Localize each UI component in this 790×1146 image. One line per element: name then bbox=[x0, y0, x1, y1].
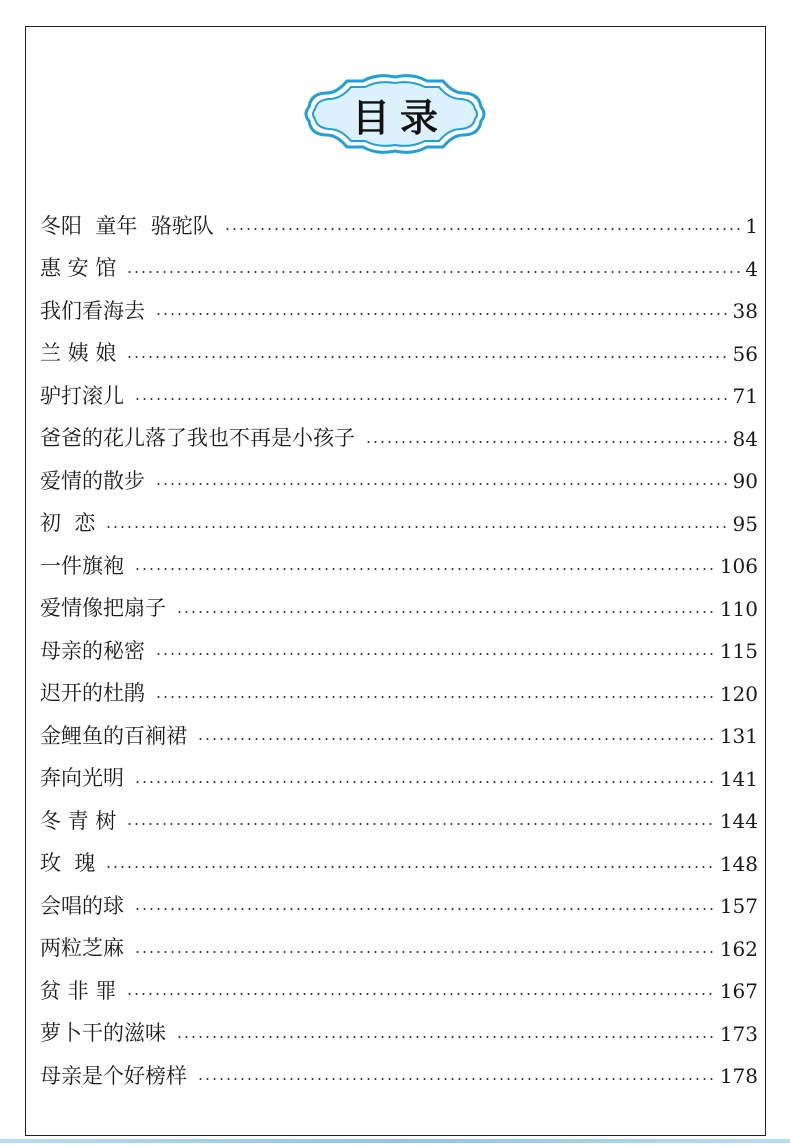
toc-entry[interactable] bbox=[40, 885, 758, 928]
toc-entry[interactable] bbox=[40, 418, 758, 461]
toc-entry-title: 兰 姨 娘 bbox=[40, 341, 117, 366]
leader-dots bbox=[176, 1036, 716, 1038]
leader-dots bbox=[126, 823, 715, 825]
table-of-contents bbox=[40, 205, 758, 1098]
toc-entry-page: 173 bbox=[719, 1021, 758, 1046]
toc-entry-page: 71 bbox=[732, 384, 758, 409]
toc-entry-page: 90 bbox=[732, 469, 758, 494]
toc-entry-title: 会唱的球 bbox=[40, 893, 124, 918]
toc-entry-page: 95 bbox=[732, 511, 758, 536]
leader-dots bbox=[224, 228, 742, 230]
leader-dots bbox=[126, 356, 728, 358]
toc-entry-title: 玫 瑰 bbox=[40, 851, 96, 876]
toc-entry-title: 初 恋 bbox=[40, 511, 96, 536]
leader-dots bbox=[105, 866, 715, 868]
toc-entry[interactable] bbox=[40, 248, 758, 291]
bottom-decorative-stripe bbox=[0, 1139, 790, 1143]
toc-entry-page: 131 bbox=[719, 724, 758, 749]
toc-entry[interactable] bbox=[40, 970, 758, 1013]
toc-entry-page: 38 bbox=[732, 299, 758, 324]
toc-entry-page: 106 bbox=[719, 554, 758, 579]
page-title: 目录 bbox=[351, 95, 448, 140]
leader-dots bbox=[134, 398, 729, 400]
toc-entry-title: 爱情的散步 bbox=[40, 468, 145, 493]
toc-entry-page: 56 bbox=[732, 341, 758, 366]
toc-entry-title: 一件旗袍 bbox=[40, 553, 124, 578]
toc-entry-title: 我们看海去 bbox=[40, 298, 145, 323]
toc-entry-title: 惠 安 馆 bbox=[40, 256, 117, 281]
toc-entry-title: 爸爸的花儿落了我也不再是小孩子 bbox=[40, 426, 355, 451]
toc-entry-page: 1 bbox=[745, 214, 758, 239]
toc-entry-title: 母亲是个好榜样 bbox=[40, 1063, 187, 1088]
book-page bbox=[25, 26, 766, 1136]
toc-entry[interactable] bbox=[40, 205, 758, 248]
toc-entry-page: 4 bbox=[745, 256, 758, 281]
toc-entry-title: 金鲤鱼的百裥裙 bbox=[40, 723, 187, 748]
toc-entry[interactable] bbox=[40, 290, 758, 333]
leader-dots bbox=[126, 271, 741, 273]
leader-dots bbox=[176, 611, 716, 613]
leader-dots bbox=[197, 738, 716, 740]
toc-entry-page: 178 bbox=[719, 1064, 758, 1089]
toc-entry-title: 贫 非 罪 bbox=[40, 978, 117, 1003]
toc-entry-title: 两粒芝麻 bbox=[40, 936, 124, 961]
leader-dots bbox=[134, 781, 716, 783]
toc-entry[interactable] bbox=[40, 800, 758, 843]
leader-dots bbox=[155, 653, 716, 655]
toc-entry-title: 冬 青 树 bbox=[40, 808, 117, 833]
toc-entry-page: 157 bbox=[719, 894, 758, 919]
toc-entry[interactable] bbox=[40, 843, 758, 886]
toc-entry[interactable] bbox=[40, 588, 758, 631]
leader-dots bbox=[134, 908, 716, 910]
toc-entry-title: 爱情像把扇子 bbox=[40, 596, 166, 621]
leader-dots bbox=[197, 1078, 716, 1080]
leader-dots bbox=[126, 993, 715, 995]
toc-entry-title: 迟开的杜鹃 bbox=[40, 681, 145, 706]
toc-entry-title: 母亲的秘密 bbox=[40, 638, 145, 663]
toc-entry-page: 115 bbox=[719, 639, 758, 664]
toc-entry-page: 84 bbox=[732, 426, 758, 451]
toc-entry-page: 120 bbox=[719, 681, 758, 706]
toc-entry-page: 167 bbox=[719, 979, 758, 1004]
leader-dots bbox=[365, 441, 729, 443]
leader-dots bbox=[105, 526, 728, 528]
toc-entry[interactable] bbox=[40, 460, 758, 503]
leader-dots bbox=[155, 483, 729, 485]
toc-entry[interactable] bbox=[40, 758, 758, 801]
toc-entry[interactable] bbox=[40, 673, 758, 716]
toc-entry[interactable] bbox=[40, 715, 758, 758]
leader-dots bbox=[134, 568, 716, 570]
leader-dots bbox=[155, 313, 729, 315]
toc-entry[interactable] bbox=[40, 503, 758, 546]
toc-entry[interactable] bbox=[40, 545, 758, 588]
toc-entry[interactable] bbox=[40, 333, 758, 376]
toc-entry[interactable] bbox=[40, 1013, 758, 1056]
toc-entry-title: 奔向光明 bbox=[40, 766, 124, 791]
toc-entry-title: 萝卜干的滋味 bbox=[40, 1021, 166, 1046]
toc-entry-title: 冬阳 童年 骆驼队 bbox=[40, 213, 214, 238]
toc-entry-page: 144 bbox=[719, 809, 758, 834]
leader-dots bbox=[134, 951, 716, 953]
toc-entry[interactable] bbox=[40, 928, 758, 971]
toc-entry-page: 148 bbox=[719, 851, 758, 876]
toc-entry-title: 驴打滚儿 bbox=[40, 383, 124, 408]
toc-entry-page: 141 bbox=[719, 766, 758, 791]
toc-entry-page: 162 bbox=[719, 936, 758, 961]
toc-entry-page: 110 bbox=[719, 596, 758, 621]
title-badge bbox=[303, 71, 487, 157]
leader-dots bbox=[155, 696, 716, 698]
toc-entry[interactable] bbox=[40, 375, 758, 418]
toc-entry[interactable] bbox=[40, 630, 758, 673]
toc-entry[interactable] bbox=[40, 1055, 758, 1098]
